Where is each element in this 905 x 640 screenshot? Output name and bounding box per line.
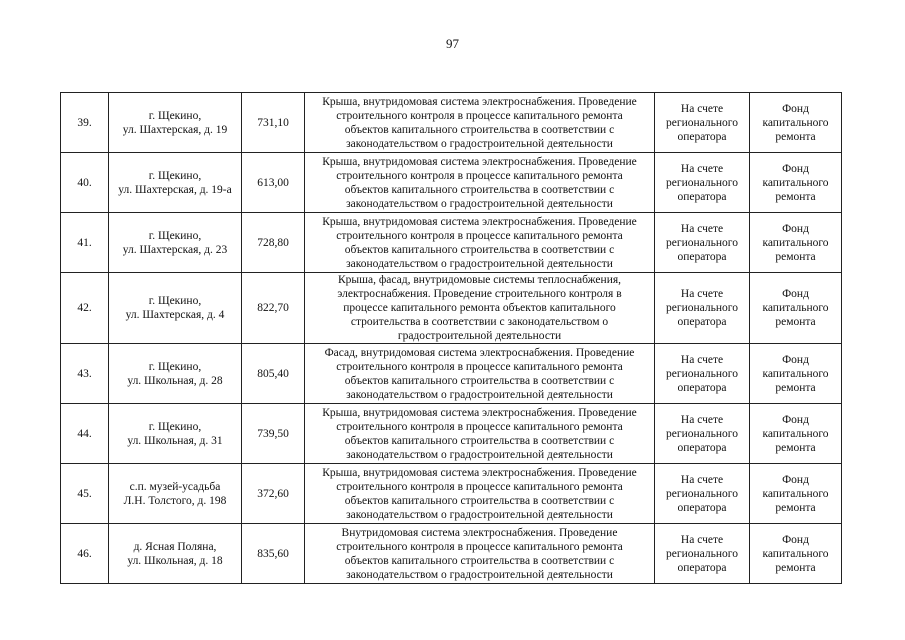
fund-line: ремонта (775, 501, 816, 514)
payment-line: регионального (666, 302, 738, 314)
description-line: законодательством о градостроительной деятельности (346, 568, 613, 581)
area-cell: 731,10 (242, 93, 305, 153)
area-cell: 728,80 (242, 213, 305, 273)
description-line: законодательством о градостроительной деятельности (346, 257, 613, 270)
row-number-cell: 39. (61, 93, 109, 153)
row-number-cell: 45. (61, 464, 109, 524)
area-cell: 739,50 (242, 404, 305, 464)
payment-line: оператора (677, 561, 727, 574)
address-cell (109, 524, 242, 584)
fund-line: Фонд (782, 353, 809, 366)
description-line: законодательством о градостроительной деятельности (346, 197, 613, 210)
description-line: строительного контроля в процессе капитального ремонта (336, 109, 623, 122)
area-cell: 613,00 (242, 153, 305, 213)
works-description-cell (305, 464, 655, 524)
description-line: объектов капитального строительства в соответствии с (344, 494, 615, 507)
address-line: ул. Школьная, д. 18 (127, 554, 223, 567)
payment-line: На счете (680, 162, 724, 175)
payment-line: На счете (680, 102, 724, 115)
description-line: Крыша, фасад, внутридомовые системы теплоснабжения, (337, 274, 622, 286)
address-cell (109, 273, 242, 344)
funding-source-cell (750, 524, 842, 584)
description-line: строительного контроля в процессе капитального ремонта (336, 229, 623, 242)
funding-source-cell (750, 344, 842, 404)
row-number-cell: 42. (61, 273, 109, 344)
funding-source-cell (750, 273, 842, 344)
payment-line: оператора (677, 501, 727, 514)
table-row (61, 464, 842, 524)
payment-line: оператора (677, 130, 727, 143)
row-number-cell: 40. (61, 153, 109, 213)
fund-line: Фонд (782, 533, 809, 546)
description-line: объектов капитального строительства в соответствии с (344, 123, 615, 136)
payment-line: оператора (677, 441, 727, 454)
address-cell (109, 404, 242, 464)
table-row (61, 93, 842, 153)
payment-line: оператора (677, 250, 727, 263)
address-line: г. Щекино, (148, 169, 202, 182)
description-line: Крыша, внутридомовая система электроснабжения. Проведение (322, 155, 637, 168)
fund-line: Фонд (782, 222, 809, 235)
description-line: объектов капитального строительства в соответствии с (344, 243, 615, 256)
address-cell (109, 213, 242, 273)
description-line: строительного контроля в процессе капитального ремонта (336, 360, 623, 373)
description-line: строительного контроля в процессе капитального ремонта (336, 480, 623, 493)
payment-line: На счете (680, 222, 724, 235)
funding-source-cell (750, 213, 842, 273)
works-description-cell (305, 153, 655, 213)
payment-method-cell (655, 344, 750, 404)
payment-line: оператора (677, 381, 727, 394)
payment-line: регионального (666, 487, 738, 500)
payment-method-cell (655, 524, 750, 584)
address-cell (109, 93, 242, 153)
address-line: г. Щекино, (148, 229, 202, 242)
page-number: 97 (446, 36, 459, 51)
table-row (61, 153, 842, 213)
address-line: Л.Н. Толстого, д. 198 (123, 494, 227, 507)
payment-line: регионального (666, 427, 738, 440)
payment-line: На счете (680, 533, 724, 546)
table-row (61, 273, 842, 344)
fund-line: Фонд (782, 162, 809, 175)
row-number-cell: 41. (61, 213, 109, 273)
fund-line: ремонта (775, 441, 816, 454)
description-line: законодательством о градостроительной деятельности (346, 388, 613, 401)
description-line: строительного контроля в процессе капитального ремонта (336, 420, 623, 433)
description-line: Крыша, внутридомовая система электроснабжения. Проведение (322, 95, 637, 108)
payment-line: регионального (666, 236, 738, 249)
description-line: законодательством о градостроительной деятельности (346, 508, 613, 521)
fund-line: Фонд (782, 413, 809, 426)
fund-line: ремонта (775, 381, 816, 394)
address-line: г. Щекино, (148, 109, 202, 122)
payment-line: На счете (680, 473, 724, 486)
payment-method-cell (655, 404, 750, 464)
payment-line: На счете (680, 288, 724, 300)
funding-source-cell (750, 153, 842, 213)
payment-line: регионального (666, 176, 738, 189)
fund-line: Фонд (782, 473, 809, 486)
fund-line: капитального (762, 236, 829, 249)
description-line: Крыша, внутридомовая система электроснабжения. Проведение (322, 406, 637, 419)
area-cell: 805,40 (242, 344, 305, 404)
works-description-cell (305, 273, 655, 344)
row-number-cell: 46. (61, 524, 109, 584)
table-row (61, 344, 842, 404)
address-line: ул. Школьная, д. 28 (127, 374, 223, 387)
fund-line: капитального (762, 176, 829, 189)
description-line: строительного контроля в процессе капитального ремонта (336, 169, 623, 182)
funding-source-cell (750, 404, 842, 464)
description-line: Крыша, внутридомовая система электроснабжения. Проведение (322, 215, 637, 228)
fund-line: капитального (762, 487, 829, 500)
funding-source-cell (750, 93, 842, 153)
description-line: Крыша, внутридомовая система электроснабжения. Проведение (322, 466, 637, 479)
description-line: строительного контроля в процессе капитального ремонта (336, 540, 623, 553)
description-line: объектов капитального строительства в соответствии с (344, 434, 615, 447)
fund-line: капитального (762, 427, 829, 440)
address-line: ул. Шахтерская, д. 19-а (118, 183, 232, 196)
description-line: законодательством о градостроительной деятельности (346, 448, 613, 461)
fund-line: ремонта (775, 316, 816, 328)
address-line: ул. Шахтерская, д. 23 (122, 243, 228, 256)
payment-line: регионального (666, 367, 738, 380)
fund-line: капитального (762, 367, 829, 380)
address-line: ул. Шахтерская, д. 19 (122, 123, 228, 136)
description-line: градостроительной деятельности (397, 330, 562, 342)
payment-line: регионального (666, 116, 738, 129)
description-line: объектов капитального строительства в соответствии с (344, 374, 615, 387)
table-body (61, 93, 842, 584)
works-description-cell (305, 404, 655, 464)
description-line: строительства в соответствии с законодательством о (350, 316, 609, 328)
payment-line: На счете (680, 353, 724, 366)
area-cell: 835,60 (242, 524, 305, 584)
area-cell: 372,60 (242, 464, 305, 524)
funding-source-cell (750, 464, 842, 524)
fund-line: ремонта (775, 561, 816, 574)
description-line: объектов капитального строительства в соответствии с (344, 183, 615, 196)
works-description-cell (305, 344, 655, 404)
address-line: ул. Шахтерская, д. 4 (125, 309, 225, 321)
payment-line: оператора (677, 190, 727, 203)
row-number-cell: 44. (61, 404, 109, 464)
row-number-cell: 43. (61, 344, 109, 404)
fund-line: ремонта (775, 130, 816, 143)
address-line: д. Ясная Поляна, (133, 540, 217, 553)
address-cell (109, 464, 242, 524)
address-cell (109, 153, 242, 213)
payment-line: На счете (680, 413, 724, 426)
address-line: г. Щекино, (148, 360, 202, 373)
description-line: Фасад, внутридомовая система электроснабжения. Проведение (324, 346, 635, 359)
works-description-cell (305, 213, 655, 273)
payment-method-cell (655, 93, 750, 153)
table-row (61, 213, 842, 273)
table-row (61, 524, 842, 584)
payment-method-cell (655, 213, 750, 273)
description-line: электроснабжения. Проведение строительного контроля в (337, 288, 622, 300)
address-line: г. Щекино, (148, 420, 202, 433)
payment-method-cell (655, 153, 750, 213)
address-line: с.п. музей-усадьба (129, 480, 221, 493)
payment-line: регионального (666, 547, 738, 560)
fund-line: ремонта (775, 250, 816, 263)
payment-method-cell (655, 273, 750, 344)
description-line: законодательством о градостроительной деятельности (346, 137, 613, 150)
description-line: объектов капитального строительства в соответствии с (344, 554, 615, 567)
address-cell (109, 344, 242, 404)
fund-line: ремонта (775, 190, 816, 203)
payment-method-cell (655, 464, 750, 524)
fund-line: капитального (762, 547, 829, 560)
works-description-cell (305, 93, 655, 153)
fund-line: Фонд (782, 288, 809, 300)
fund-line: капитального (762, 116, 829, 129)
description-line: процессе капитального ремонта объектов капитального (343, 302, 616, 314)
address-line: г. Щекино, (148, 295, 202, 307)
table-row (61, 404, 842, 464)
capital-repair-table (60, 92, 842, 584)
fund-line: капитального (762, 302, 829, 314)
address-line: ул. Школьная, д. 31 (127, 434, 223, 447)
description-line: Внутридомовая система электроснабжения. Проведение (341, 526, 618, 539)
works-description-cell (305, 524, 655, 584)
payment-line: оператора (677, 316, 727, 328)
fund-line: Фонд (782, 102, 809, 115)
area-cell: 822,70 (242, 273, 305, 344)
